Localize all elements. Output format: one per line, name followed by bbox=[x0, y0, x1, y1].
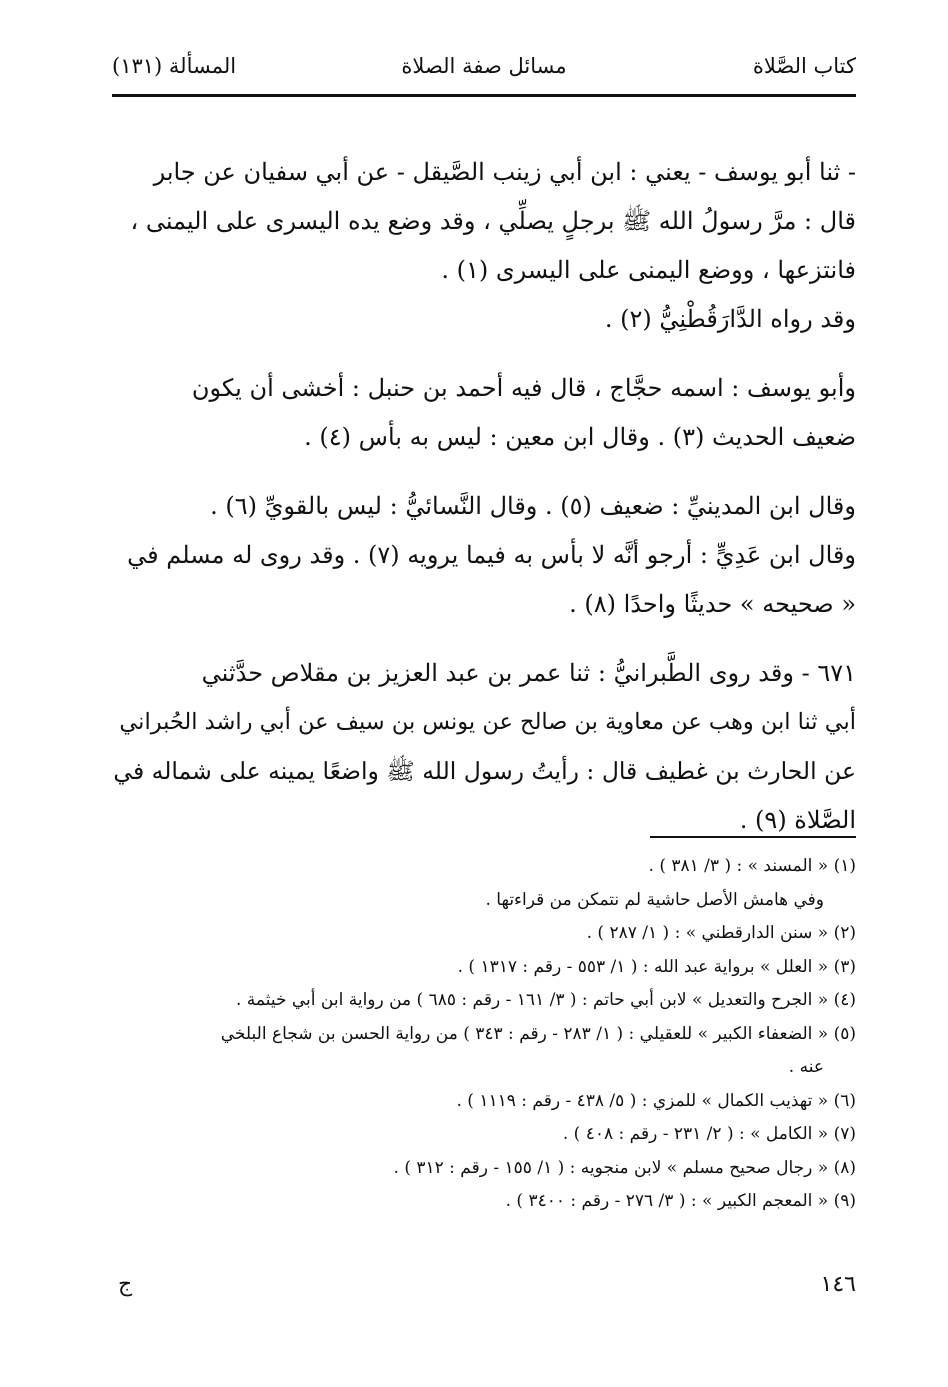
header-book-title: كتاب الصَّلاة bbox=[752, 54, 856, 78]
header-issue-number: المسألة (١٣١) bbox=[112, 54, 237, 78]
header-chapter-title: مسائل صفة الصلاة bbox=[401, 54, 567, 78]
text-line: « صحيحه » حديثًا واحدًا (٨) . bbox=[569, 590, 856, 618]
running-header bbox=[112, 54, 856, 86]
signature-mark: ج bbox=[118, 1272, 133, 1297]
footnote-2: (٢) « سنن الدارقطني » : ( ١/ ٢٨٧ ) . bbox=[586, 923, 856, 943]
text-line: وقال ابن عَدِيٍّ : أرجو أنَّه لا بأس به فيما يرويه (٧) . وقد روى له مسلم في bbox=[127, 541, 856, 569]
footnote-3: (٣) « العلل » برواية عبد الله : ( ١/ ٥٥٣ - رقم : ١٣١٧ ) . bbox=[457, 956, 856, 977]
footnote-8: (٨) « رجال صحيح مسلم » لابن منجويه : ( ١/ ١٥٥ - رقم : ٣١٢ ) . bbox=[393, 1157, 856, 1178]
text-line: - ثنا أبو يوسف - يعني : ابن أبي زينب الصَّيقل - عن أبي سفيان عن جابر bbox=[153, 158, 856, 186]
header-rule bbox=[112, 94, 856, 97]
paragraph-daraqutni bbox=[112, 295, 856, 344]
footnote-1-continuation: وفي هامش الأصل حاشية لم نتمكن من قراءتها . bbox=[485, 889, 824, 910]
footnote-6: (٦) « تهذيب الكمال » للمزي : ( ٥/ ٤٣٨ - رقم : ١١١٩ ) . bbox=[456, 1090, 856, 1111]
text-line: الصَّلاة (٩) . bbox=[739, 806, 856, 834]
footnote-1: (١) « المسند » : ( ٣/ ٣٨١ ) . bbox=[648, 856, 856, 876]
text-line: أبي ثنا ابن وهب عن معاوية بن صالح عن يونس بن سيف عن أبي راشد الحُبراني bbox=[119, 709, 856, 735]
main-text bbox=[112, 148, 856, 845]
footnote-rule bbox=[650, 836, 856, 838]
footnotes bbox=[112, 850, 856, 1219]
text-line: وقد رواه الدَّارَقُطْنِيُّ (٢) . bbox=[604, 305, 856, 333]
footnote-9: (٩) « المعجم الكبير » : ( ٣/ ٢٧٦ - رقم : ٣٤٠٠ ) . bbox=[505, 1191, 856, 1211]
text-line: قال : مرَّ رسولُ الله ﷺ برجلٍ يصلِّي ، وقد وضع يده اليسرى على اليمنى ، bbox=[130, 207, 856, 235]
text-line: وأبو يوسف : اسمه حجَّاج ، قال فيه أحمد بن حنبل : أخشى أن يكون bbox=[191, 374, 856, 402]
page-number: ١٤٦ bbox=[820, 1272, 856, 1297]
paragraph-hadith-jabir bbox=[112, 148, 856, 295]
footnote-5-continuation: عنه . bbox=[788, 1057, 824, 1077]
text-line: وقال ابن المدينيِّ : ضعيف (٥) . وقال النَّسائيُّ : ليس بالقويِّ (٦) . bbox=[210, 492, 856, 520]
footnote-4: (٤) « الجرح والتعديل » لابن أبي حاتم : ( ٣/ ١٦١ - رقم : ٦٨٥ ) من رواية ابن أبي خيثمة . bbox=[235, 990, 856, 1010]
footnote-5: (٥) « الضعفاء الكبير » للعقيلي : ( ١/ ٢٨٣ - رقم : ٣٤٣ ) من رواية الحسن بن شجاع البلخي bbox=[220, 1023, 856, 1044]
paragraph-abu-yusuf bbox=[112, 364, 856, 462]
text-line: عن الحارث بن غطيف قال : رأيتُ رسول الله ﷺ واضعًا يمينه على شماله في bbox=[113, 757, 856, 785]
footnote-7: (٧) « الكامل » : ( ٢/ ٢٣١ - رقم : ٤٠٨ ) . bbox=[562, 1124, 856, 1144]
paragraph-hadith-671 bbox=[112, 649, 856, 845]
text-line: ضعيف الحديث (٣) . وقال ابن معين : ليس به بأس (٤) . bbox=[304, 423, 856, 451]
text-line: فانتزعها ، ووضع اليمنى على اليسرى (١) . bbox=[441, 256, 856, 284]
paragraph-ibn-madini bbox=[112, 482, 856, 629]
text-line: ٦٧١ - وقد روى الطَّبرانيُّ : ثنا عمر بن عبد العزيز بن مقلاص حدَّثني bbox=[201, 659, 856, 687]
